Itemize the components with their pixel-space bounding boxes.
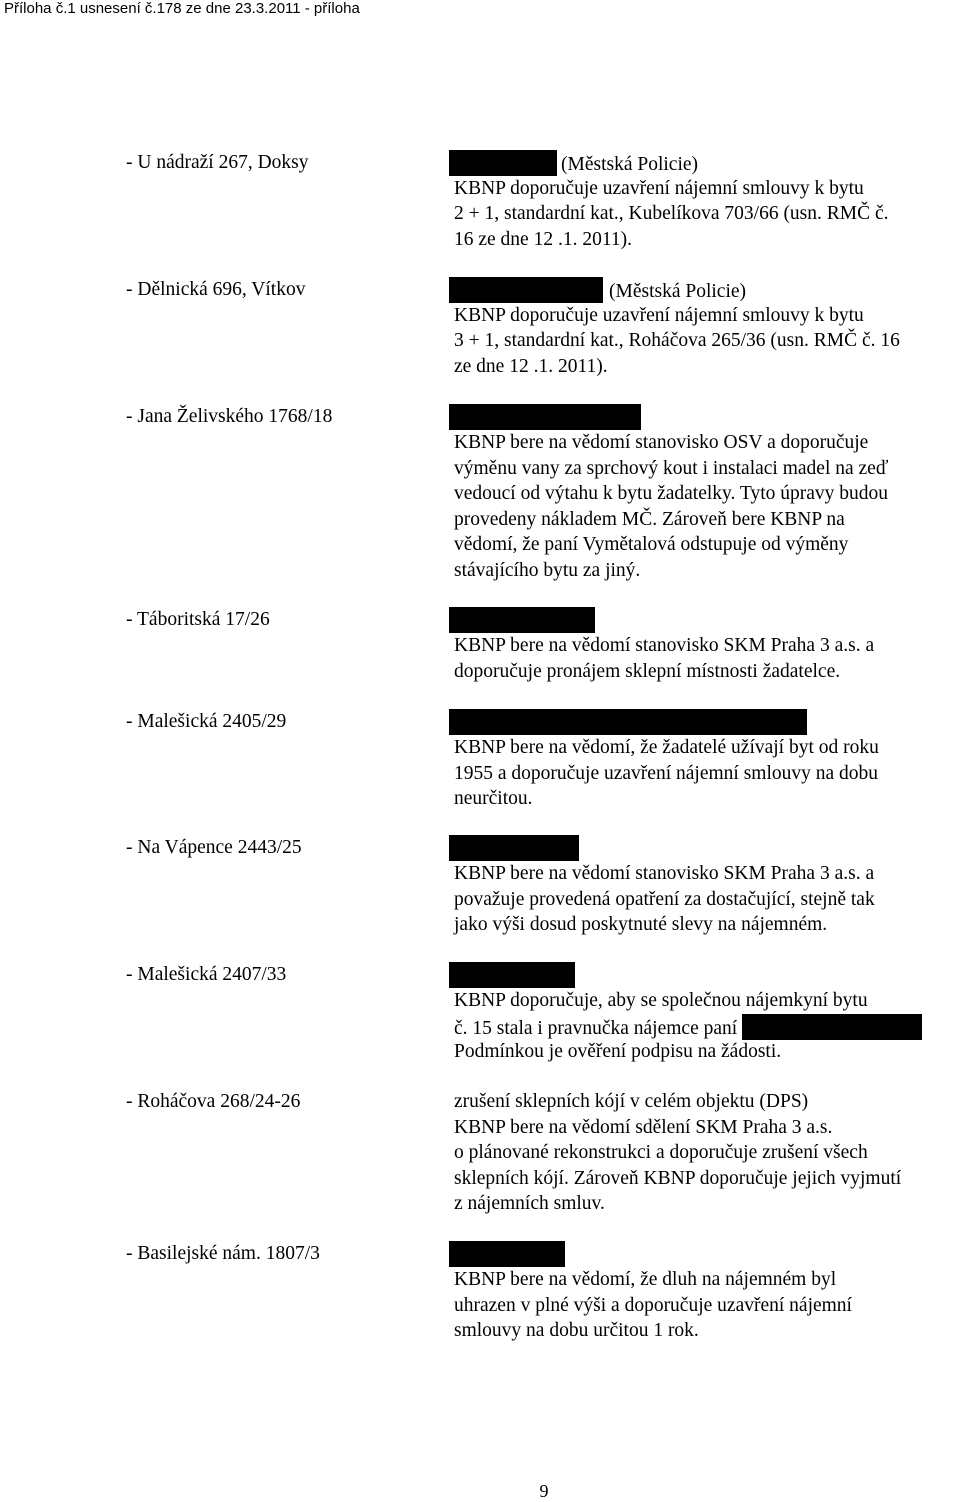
entry-address: - Malešická 2407/33 [126, 964, 287, 985]
entry-text: (Městská Policie) KBNP doporučuje uzavření nájemní smlouvy k bytu 2 + 1, standardní kat., Kubelíkova 703/66 (usn. RMČ č. 16 ze dne 12 .1. 2011). [454, 150, 960, 252]
entry-address: - Na Vápence 2443/25 [126, 837, 302, 858]
entry-text: zrušení sklepních kójí v celém objektu (DPS) KBNP bere na vědomí sdělení SKM Praha 3 a.s. o plánované rekonstrukci a doporučuje zrušení všech sklepních kójí. Zároveň KBNP doporučuje jejich vyjmutí z nájemních smluv. [454, 1091, 902, 1214]
redaction-block [449, 150, 557, 176]
entry-address: - Basilejské nám. 1807/3 [126, 1243, 320, 1264]
entry-text: KBNP bere na vědomí, že žadatelé užívají byt od roku 1955 a doporučuje uzavření nájemní smlouvy na dobu neurčitou. [454, 709, 960, 812]
entry-text: (Městská Policie) KBNP doporučuje uzavření nájemní smlouvy k bytu 3 + 1, standardní kat., Roháčova 265/36 (usn. RMČ č. 16 ze dne 12 .1. 2011). [454, 277, 960, 379]
redaction-block [449, 709, 807, 735]
page-header: Příloha č.1 usnesení č.178 ze dne 23.3.2011 - příloha [4, 0, 360, 17]
redaction-block [742, 1014, 922, 1040]
redaction-block [449, 962, 575, 988]
redaction-block [449, 835, 579, 861]
page-number: 9 [539, 1481, 549, 1501]
entry-text: KBNP doporučuje, aby se společnou nájemkyní bytu č. 15 stala i pravnučka nájemce paní Podmínkou je ověření podpisu na žádosti. [454, 962, 960, 1065]
redaction-block [449, 1241, 565, 1267]
entry-address: - Jana Želivského 1768/18 [126, 406, 333, 427]
redaction-block [449, 404, 641, 430]
entry-text: KBNP bere na vědomí stanovisko OSV a doporučuje výměnu vany za sprchový kout i instalaci madel na zeď vedoucí od výtahu k bytu žadatelky. Tyto úpravy budou provedeny nákladem MČ. Zároveň bere KBNP na vědomí, že paní Vymětalová odstupuje od výměny stávajícího bytu za jiný. [454, 404, 960, 583]
entry-address: - Roháčova 268/24-26 [126, 1091, 301, 1112]
redaction-block [449, 607, 595, 633]
entry-text: KBNP bere na vědomí stanovisko SKM Praha 3 a.s. a doporučuje pronájem sklepní místnosti žadatelce. [454, 607, 960, 684]
entry-address: - Malešická 2405/29 [126, 711, 287, 732]
entry-address: - U nádraží 267, Doksy [126, 152, 309, 173]
entry-text: KBNP bere na vědomí, že dluh na nájemném byl uhrazen v plné výši a doporučuje uzavření nájemní smlouvy na dobu určitou 1 rok. [454, 1241, 960, 1344]
redaction-block [449, 277, 603, 303]
entry-text: KBNP bere na vědomí stanovisko SKM Praha 3 a.s. a považuje provedená opatření za dostačující, stejně tak jako výši dosud poskytnuté slevy na nájemném. [454, 835, 960, 938]
entry-address: - Dělnická 696, Vítkov [126, 279, 306, 300]
entry-address: - Táboritská 17/26 [126, 609, 270, 630]
